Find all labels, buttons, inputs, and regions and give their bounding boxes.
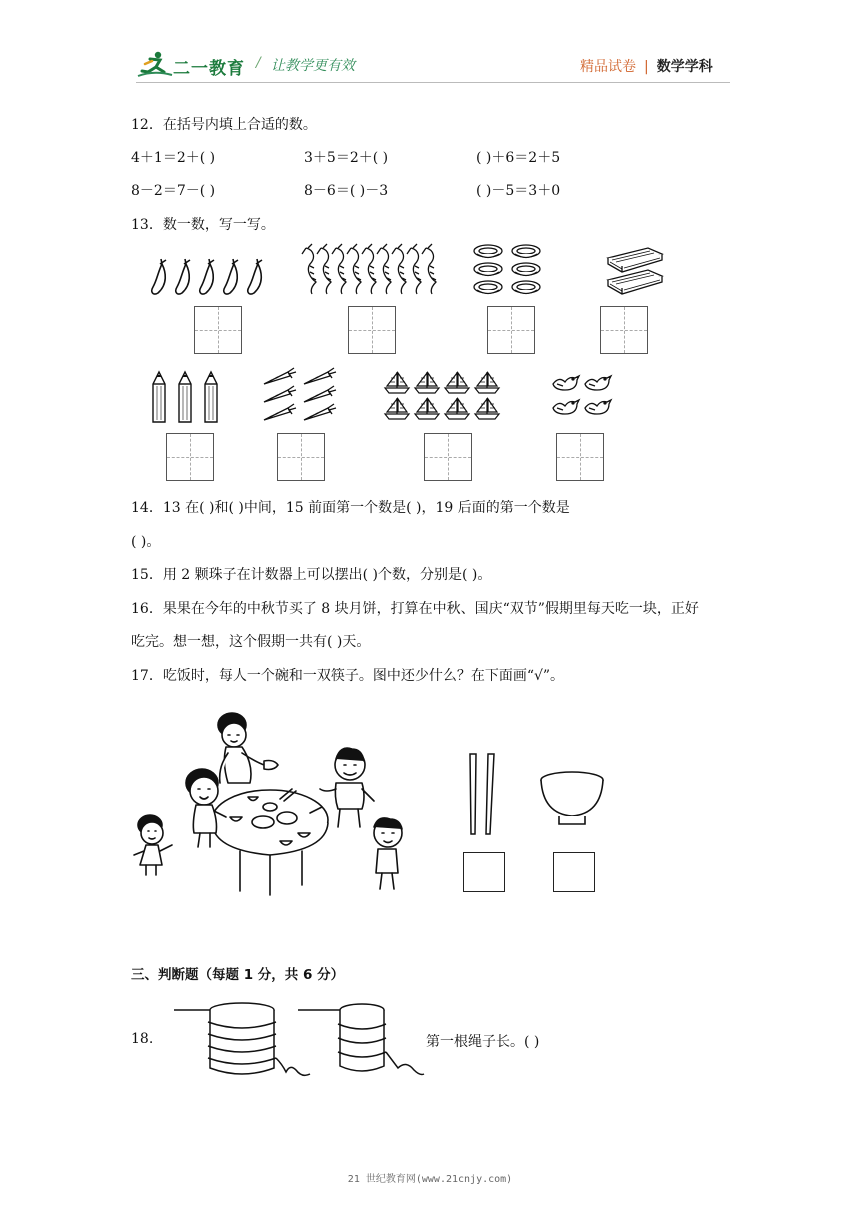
header-slash: / (256, 55, 261, 71)
q13-answer-box-sailboat[interactable] (424, 433, 472, 481)
header-label-paper: 精品试卷 (580, 59, 636, 75)
q13-title: 13．数一数，写一写。 (131, 217, 275, 233)
q13-answer-box-plate[interactable] (487, 306, 535, 354)
q12-eq-1: 4＋1＝2＋( ) (131, 150, 216, 166)
dining-scene-illustration (130, 705, 415, 904)
q14-line-1: 14．13 在( )和( )中间，15 前面第一个数是( )，19 后面的第一个数是 (131, 500, 570, 516)
q13-answer-box-shrimp[interactable] (348, 306, 396, 354)
pencil-icon (151, 372, 221, 428)
sailboat-icon (383, 370, 505, 426)
rope-cylinder-illustration (170, 998, 425, 1090)
bowl-icon (537, 770, 607, 832)
chopsticks-check-box[interactable] (463, 852, 505, 892)
q12-eq-6: ( )－5＝3＋0 (476, 183, 561, 199)
q12-title: 12．在括号内填上合适的数。 (131, 117, 317, 133)
book-icon (604, 246, 666, 300)
q16-line-2: 吃完。想一想，这个假期一共有( )天。 (131, 634, 371, 650)
carrot-icon (262, 368, 342, 430)
q12-eq-5: 8－6＝( )－3 (304, 183, 389, 199)
header-slogan: 让教学更有效 (271, 58, 355, 74)
q12-eq-3: ( )＋6＝2＋5 (476, 150, 561, 166)
header-right (580, 56, 713, 76)
q13-answer-box-duck[interactable] (556, 433, 604, 481)
page-footer: 21 世纪教育网(www.21cnjy.com) (347, 1174, 513, 1185)
q13-answer-box-pencil[interactable] (166, 433, 214, 481)
q17-text: 17．吃饭时，每人一个碗和一双筷子。图中还少什么？在下面画“√”。 (131, 668, 565, 684)
q12-eq-4: 8－2＝7－( ) (131, 183, 216, 199)
q13-answer-box-eggplant[interactable] (194, 306, 242, 354)
section-3-title: 三、判断题（每题 1 分，共 6 分） (131, 967, 345, 983)
header-divider (136, 82, 730, 83)
header-separator: | (644, 59, 649, 75)
logo-runner-icon (136, 50, 174, 82)
q14-line-2: ( )。 (131, 534, 161, 550)
chopsticks-icon (466, 752, 500, 840)
plate-icon (473, 243, 545, 302)
header-label-subject: 数学学科 (656, 59, 713, 75)
q18-text: 第一根绳子长。( ) (426, 1034, 540, 1050)
q18-number: 18. (131, 1031, 154, 1047)
eggplant-icon (148, 258, 273, 302)
logo-text: 二一教育 (173, 59, 245, 79)
q15-text: 15．用 2 颗珠子在计数器上可以摆出( )个数，分别是( )。 (131, 567, 492, 583)
duck-icon (551, 370, 615, 424)
q16-line-1: 16．果果在今年的中秋节买了 8 块月饼，打算在中秋、国庆“双节”假期里每天吃一块，正好 (131, 601, 699, 617)
q13-answer-box-book[interactable] (600, 306, 648, 354)
shrimp-icon (300, 244, 450, 300)
q12-eq-2: 3＋5＝2＋( ) (304, 150, 389, 166)
q13-answer-box-carrot[interactable] (277, 433, 325, 481)
bowl-check-box[interactable] (553, 852, 595, 892)
